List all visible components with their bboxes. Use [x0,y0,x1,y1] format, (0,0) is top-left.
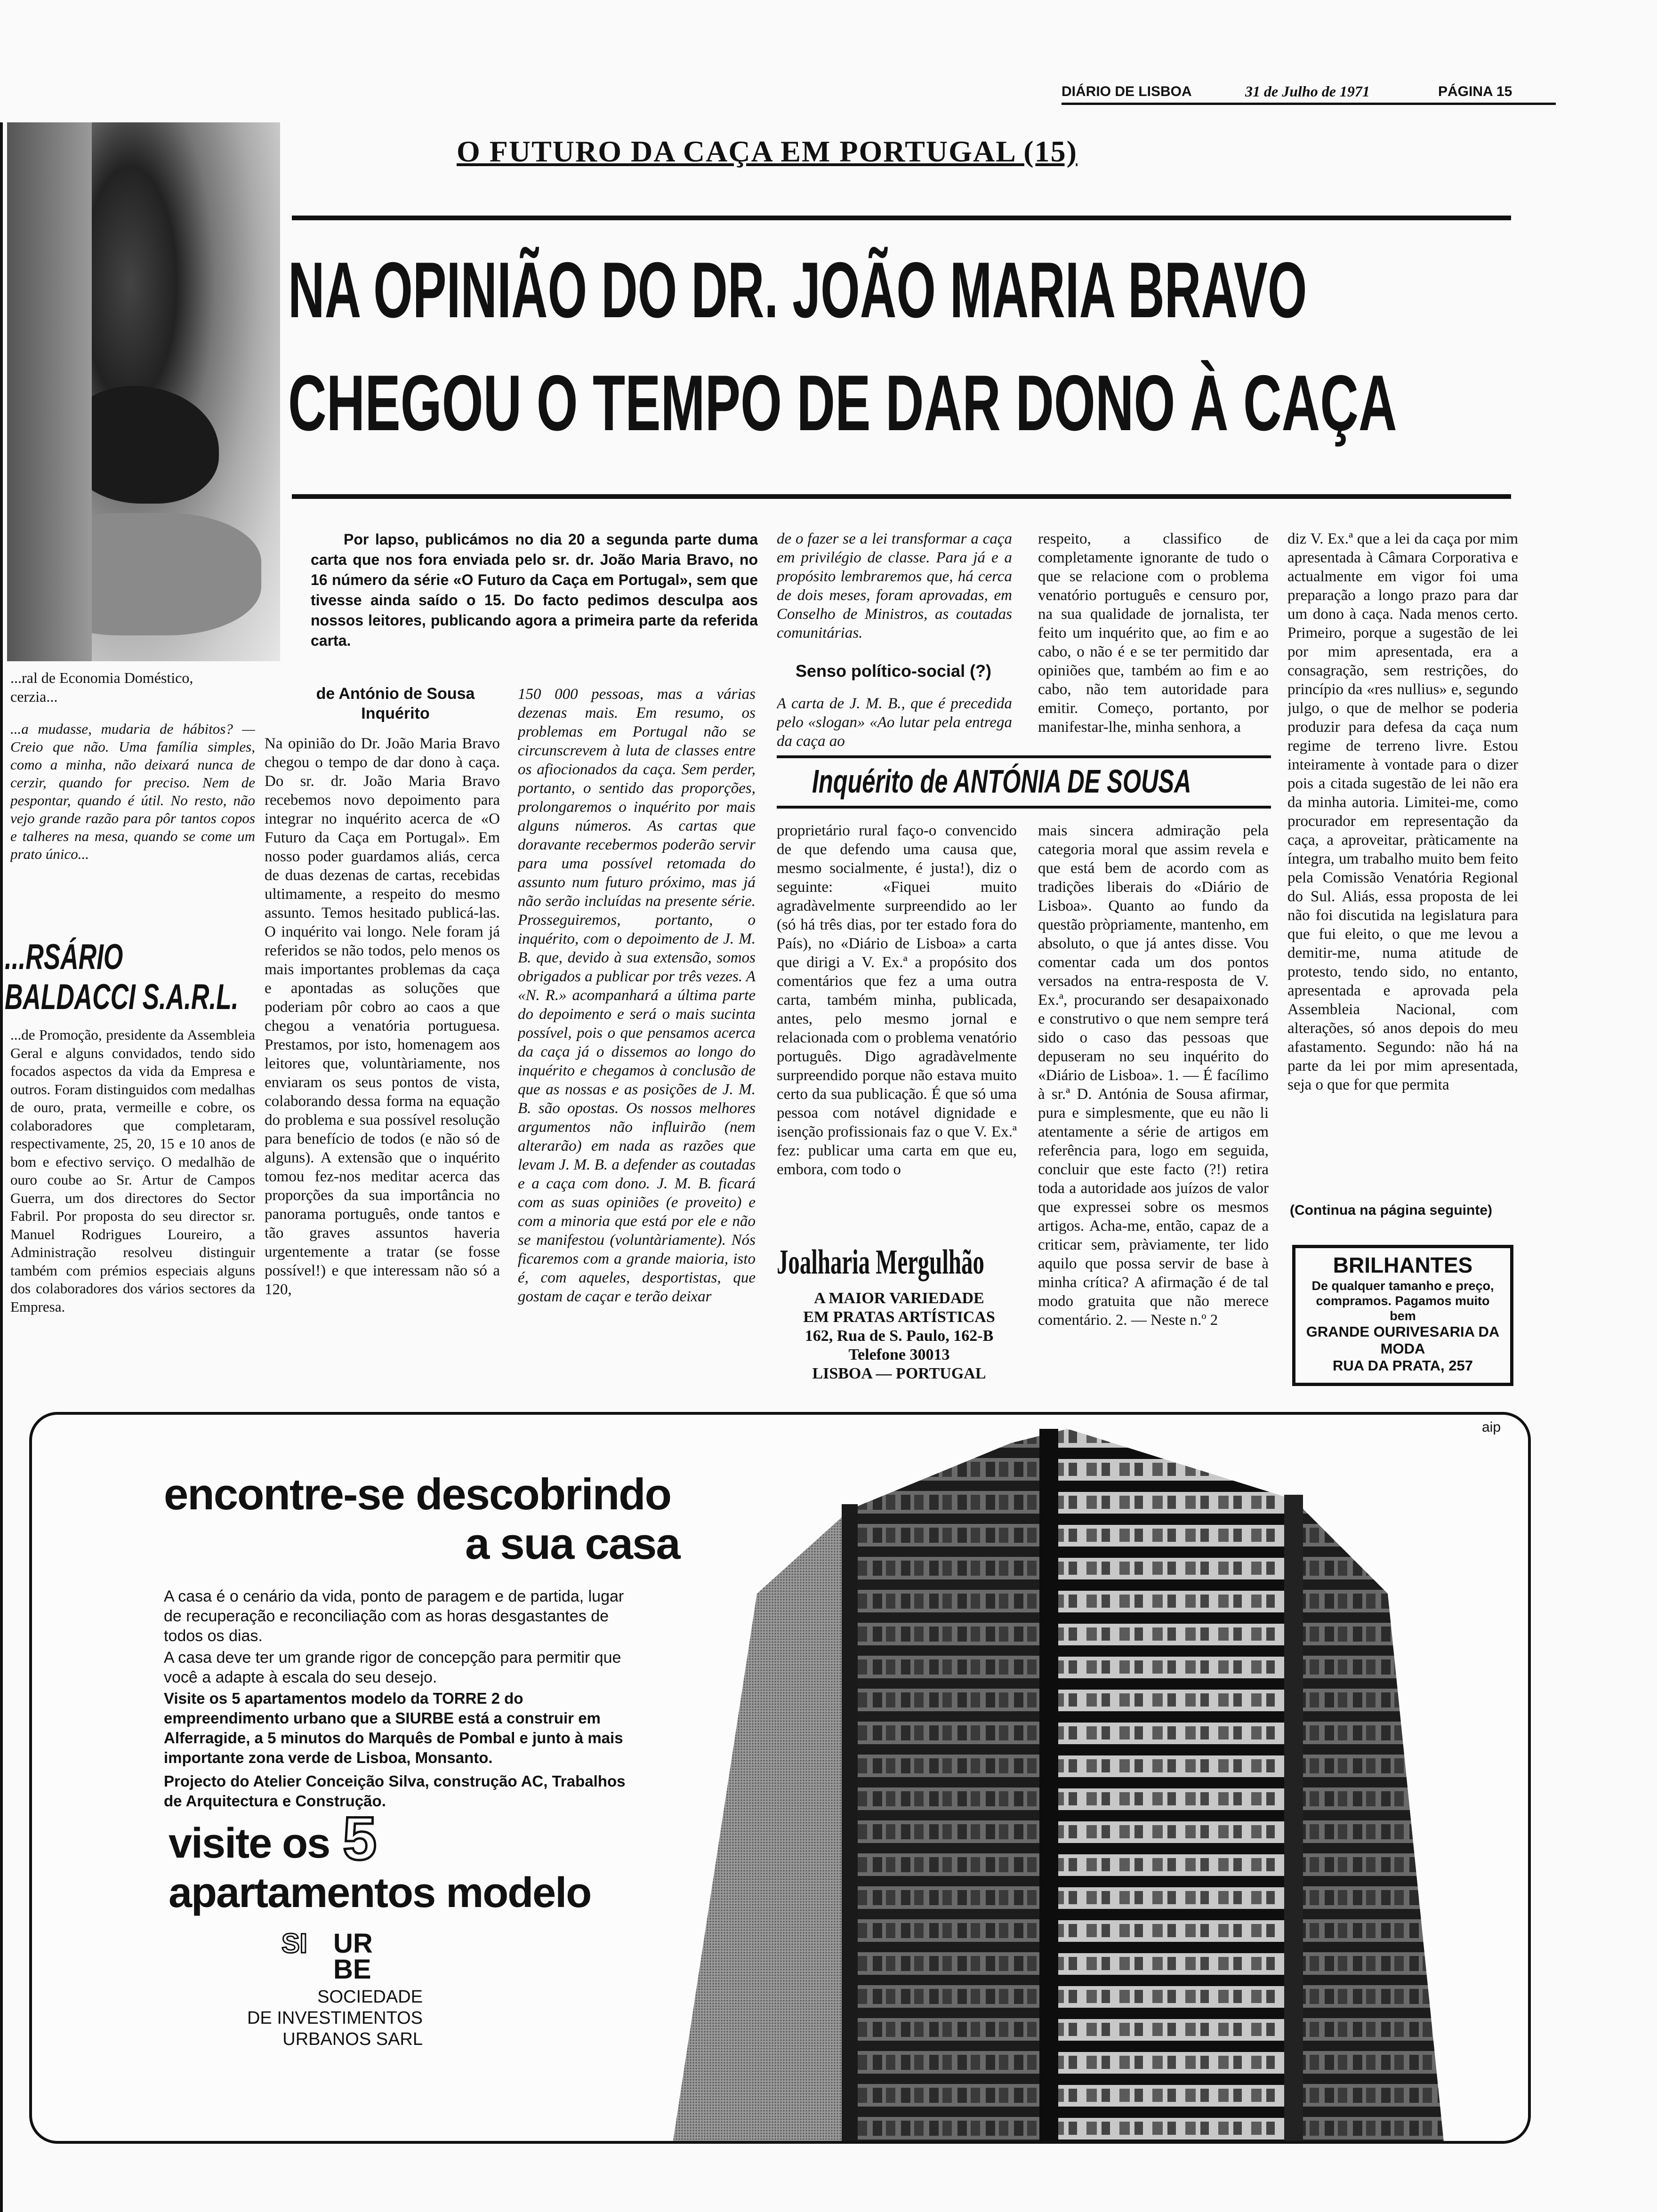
joalharia-ad [777,1242,1022,1393]
brilhantes-address: RUA DA PRATA, 257 [1333,1357,1473,1374]
article-column-5: diz V. Ex.ª que a lei da caça por mim apresentada à Câmara Corporativa e actualmente em vigor foi uma preparação a longo prazo para dar um dono à caça. Nada menos certo. Primeiro, porque a sugestão de lei por mim apresentada, era a consagração, sem restrições, do princípio da «res nullius» e, segundo julgo, o que de melhor se poderia produzir para defesa da caça num regime de terreno livre. Estou inteiramente à vontade para o dizer pois a citada sugestão de lei não era da minha autoria. Limitei-me, como procurador em representação da caça, a aproveitar, pràticamente na íntegra, um trabalho muito bem feito pela Comissão Venatória Regional do Sul. Aliás, essa proposta de lei não foi discutida na legislatura para que fui eleito, o que me levou a demitir-me, numa atitude de protesto, tendo sido, no entanto, apresentada e aprovada pela Assembleia Nacional, com alterações, só anos depois do meu afastamento. Segundo: não há na parte da lei por mim apresentada, seja o que for que permita [1287,530,1518,1093]
ad-body-2: A casa deve ter um grande rigor de concepção para permitir que você a adapte à escala do seu desejo. [164,1649,621,1686]
left-photo-caption: ...ral de Economia Doméstico, cerzia... [10,669,193,705]
headline-line-1: NA OPINIÃO DO DR. JOÃO MARIA BRAVO [288,246,1307,334]
joalharia-line-1: A MAIOR VARIEDADE [814,1290,984,1307]
article-column-3-top: de o fazer se a lei transformar a caça em privilégio de classe. Para já e a propósito lembraremos que, há cerca de dois meses, foram aprovadas, em Conselho de Ministros, as coutadas comunitárias. [777,530,1012,641]
page-number: PÁGINA 15 [1438,84,1512,99]
left-strip-vrule [0,122,3,2212]
article-column-2: 150 000 pessoas, mas a várias dezenas mais. Em resumo, os problemas em Portugal não se circunscrevem à luta de classes entre os afiocionados da caça. Sem perder, portanto, o sentido das proporções, prolongaremos o inquérito por mais alguns números. As cartas que doravante recebermos poderão servir para uma possível retomada do assunto num futuro próximo, mas já não serão incluídas na presente série. Prosseguiremos, portanto, o inquérito, com o depoimento de J. M. B. que, devido à sua extensão, somos obrigados a publicar por três vezes. A «N. R.» acompanhará a última parte do depoimento e será o mais sucinta possível, pois o que pensamos acerca da caça já o dissemos ao longo do inquérito e chegamos à conclusão de que as nossas e as posições de J. M. B. são opostas. Os nossos melhores argumentos não influirão (nem alterarão) em nada as razões que levam J. M. B. a defender as coutadas e a caça com dono. J. M. B. ficará com as suas opiniões (e proveito) e com a minoria que está por ele e não se manifestou (voluntàriamente). Nós ficaremos com a grande maioria, isto é, com aqueles, desportistas, que gostam de caçar e terão deixar [518,686,756,1305]
joalharia-name: Joalharia Mergulhão [777,1243,984,1282]
brilhantes-text: De qualquer tamanho e preço, compramos. Pagamos muito bem [1311,1279,1494,1323]
ad-headline-1: encontre-se descobrindo [164,1469,671,1519]
left-strip-body: ...de Promoção, presidente da Assembleia Geral e alguns convidados, tendo sido focados aspectos da vida da Empresa e outros. Foram distinguidos com medalhas de ouro, prata, vermeille e cobre, os colaboradores que completaram, respectivamente, 25, 20, 15 e 10 anos de bom e efectivo serviço. O medalhão de ouro coube ao Sr. Artur de Campos Guerra, um dos directores do Sector Fabril. Por proposta do seu director sr. Manuel Rodrigues Loureiro, a Administração resolveu distinguir também com prémios especiais alguns dos colaboradores dos vários sectores da Empresa. [10,1026,255,1315]
brilhantes-shop: GRANDE OURIVESARIA DA MODA [1306,1323,1500,1357]
ad-body-4: Projecto do Atelier Conceição Silva, construção AC, Trabalhos de Arquitectura e Construção. [164,1772,626,1810]
ad-body-1: A casa é o cenário da vida, ponto de paragem e de partida, lugar de recuperação e reconciliação com as horas desgastantes de todos os dias. [164,1587,624,1645]
ad-body-3: Visite os 5 apartamentos modelo da TORRE 2 do empreendimento urbano que a SIURBE está a construir em Alferragide, a 5 minutos do Marquês de Pombal e junto à mais importante zona verde de Lisboa, Monsanto. [164,1690,623,1766]
article-column-3-after-subhead: A carta de J. M. B., que é precedida pelo «slogan» «Ao lutar pela entrega da caça ao [777,695,1012,750]
ad-cta-2: apartamentos modelo [169,1869,591,1916]
left-photo [7,122,280,661]
subhead-senso: Senso político-social (?) [796,661,992,681]
inquerito-banner: Inquérito de ANTÓNIA DE SOUSA [812,763,1191,800]
brilhantes-title: BRILHANTES [1333,1253,1473,1277]
byline-inquerito: Inquérito [361,705,430,722]
company-line-3: URBANOS SARL [282,2029,423,2049]
joalharia-line-5: LISBOA — PORTUGAL [812,1365,986,1382]
brilhantes-ad [1292,1245,1513,1386]
ad-cta-1: visite os [169,1820,330,1867]
banner-bottom-rule [777,806,1271,809]
ad-cta-number: 5 [343,1804,377,1873]
logo-part-2: UR [333,1928,373,1959]
article-column-1: Na opinião do Dr. João Maria Bravo chegou o tempo de dar dono à caça. Do sr. dr. João Maria Bravo recebemos novo depoimento para integrar no inquérito acerca de «O Futuro da Caça em Portugal». Em nosso poder guardamos aliás, cerca de duas dezenas de cartas, recebidas ultimamente, a respeito do mesmo assunto. Temos hesitado publicá-las. O inquérito vai longo. Nele foram já referidos se não todos, pelo menos os mais importantes problemas da caça e apontadas as soluções que poderiam pôr cobro ao caos a que chegou a venatória portuguesa. Prestamos, por isto, homenagem aos leitores que, voluntàriamente, nos enviaram os seus pontos de vista, colaborando dessa forma na equação do problema e sua possível resolução para benefício de todos (e não só de alguns). A extensão que o inquérito tomou fez-nos meditar acerca das proporções da sua importância no panorama português, onde tantos e tão graves assuntos haveria urgentemente a tratar (se fosse possível!) e que interessam não só a 120, [265,735,500,1298]
logo-part-3: BE [333,1954,371,1985]
left-strip-heading-1: ...RSÁRIO [5,937,123,977]
intro-paragraph: Por lapso, publicámos no dia 20 a segunda parte duma carta que nos fora enviada pelo sr. dr. João Maria Bravo, no 16 número da série «O Futuro da Caça em Portugal», sem que tivesse ainda saído o 15. Do facto pedimos desculpa aos nossos leitores, publicando agora a primeira parte da referida carta. [311,531,758,649]
ad-corner-mark: aip [1482,1419,1501,1435]
joalharia-line-3: 162, Rua de S. Paulo, 162-B [804,1327,994,1345]
article-column-4-top: respeito, a classifico de completamente ignorante de tudo o que se relacione com o problema venatório português e censuro por, na sua qualidade de jornalista, ter feito um inquérito que, ao fim e ao cabo, o não é e se ter permitido dar opiniões que, também ao fim e ao cabo, não tem autoridade para emitir. Começo, portanto, por manifestar-lhe, minha senhora, a [1038,530,1269,736]
building-illustration [587,1415,1531,2144]
page-header [1062,80,1556,104]
company-line-2: DE INVESTIMENTOS [247,2008,423,2028]
header-rule [1062,103,1556,105]
left-strip-heading-2: BALDACCI S.A.R.L. [5,977,239,1017]
logo-part-1: SI [282,1928,307,1959]
joalharia-line-2: EM PRATAS ARTÍSTICAS [803,1308,995,1326]
headline-top-rule [292,216,1511,220]
continua-note: (Continua na página seguinte) [1290,1202,1493,1218]
headline-bottom-rule [292,494,1511,499]
left-strip-text: ...a mudasse, mudaria de hábitos? — Creio que não. Uma família simples, como a minha, não deixará nunca de cerzir, quando for preciso. Nem de pespontar, quando é útil. No resto, não vejo grande razão para pôr tantos copos e talheres na mesa, quando se come um prato único... [10,721,255,862]
headline-line-2: CHEGOU O TEMPO DE DAR DONO À CAÇA [288,359,1397,447]
company-line-1: SOCIEDADE [317,1987,423,2007]
banner-top-rule [777,755,1271,758]
ad-headline-2: a sua casa [465,1519,680,1568]
issue-date: 31 de Julho de 1971 [1245,83,1370,100]
kicker: O FUTURO DA CAÇA EM PORTUGAL (15) [457,135,1078,168]
joalharia-line-4: Telefone 30013 [848,1346,950,1363]
newspaper-name: DIÁRIO DE LISBOA [1062,84,1192,99]
article-column-3-bottom: proprietário rural faço-o convencido de que defendo uma causa que, mesmo socialmente, é justa!), diz o seguinte: «Fiquei muito agradàvelmente surpreendido ao ler (só há três dias, por ter estado fora do País), no «Diário de Lisboa» a carta que dirigi a V. Ex.ª a propósito dos comentários que fez a uma outra carta, também minha, publicada, antes, pelo mesmo jornal e relacionada com o problema venatório português. Digo agradàvelmente surpreendido porque não estava muito certo da sua publicação. É que só uma pessoa com notável dignidade e isenção profissionais faz o que V. Ex.ª fez: publicar uma carta em que eu, embora, com todo o [777,822,1017,1178]
siurbe-ad [29,1412,1531,2144]
byline-author: de António de Sousa [316,685,475,703]
article-column-4-bottom: mais sincera admiração pela categoria moral que assim revela e que está bem de acordo com as tradições liberais do «Diário de Lisboa». Quanto ao fundo da questão pròpriamente, mantenho, em absoluto, o que já antes disse. Vou comentar cada um dos pontos versados na entra-resposta de V. Ex.ª, procurando ser desapaixonado e construtivo o que nem sempre terá sido o caso das pessoas que depuseram no seu inquérito do «Diário de Lisboa». 1. — É facílimo à sr.ª D. Antónia de Sousa afirmar, pura e simplesmente, que eu não li atentamente a série de artigos em referência para, logo em seguida, concluir que este facto (?!) retira toda a autoridade aos juízos de valor que expressei sobre os mesmos artigos. Acha-me, então, capaz de a criticar sem, pràviamente, ter lido aquilo que possa servir de base à minha crítica? A afirmação é de tal modo gratuita que não merece comentário. 2. — Neste n.º 2 [1038,822,1269,1329]
